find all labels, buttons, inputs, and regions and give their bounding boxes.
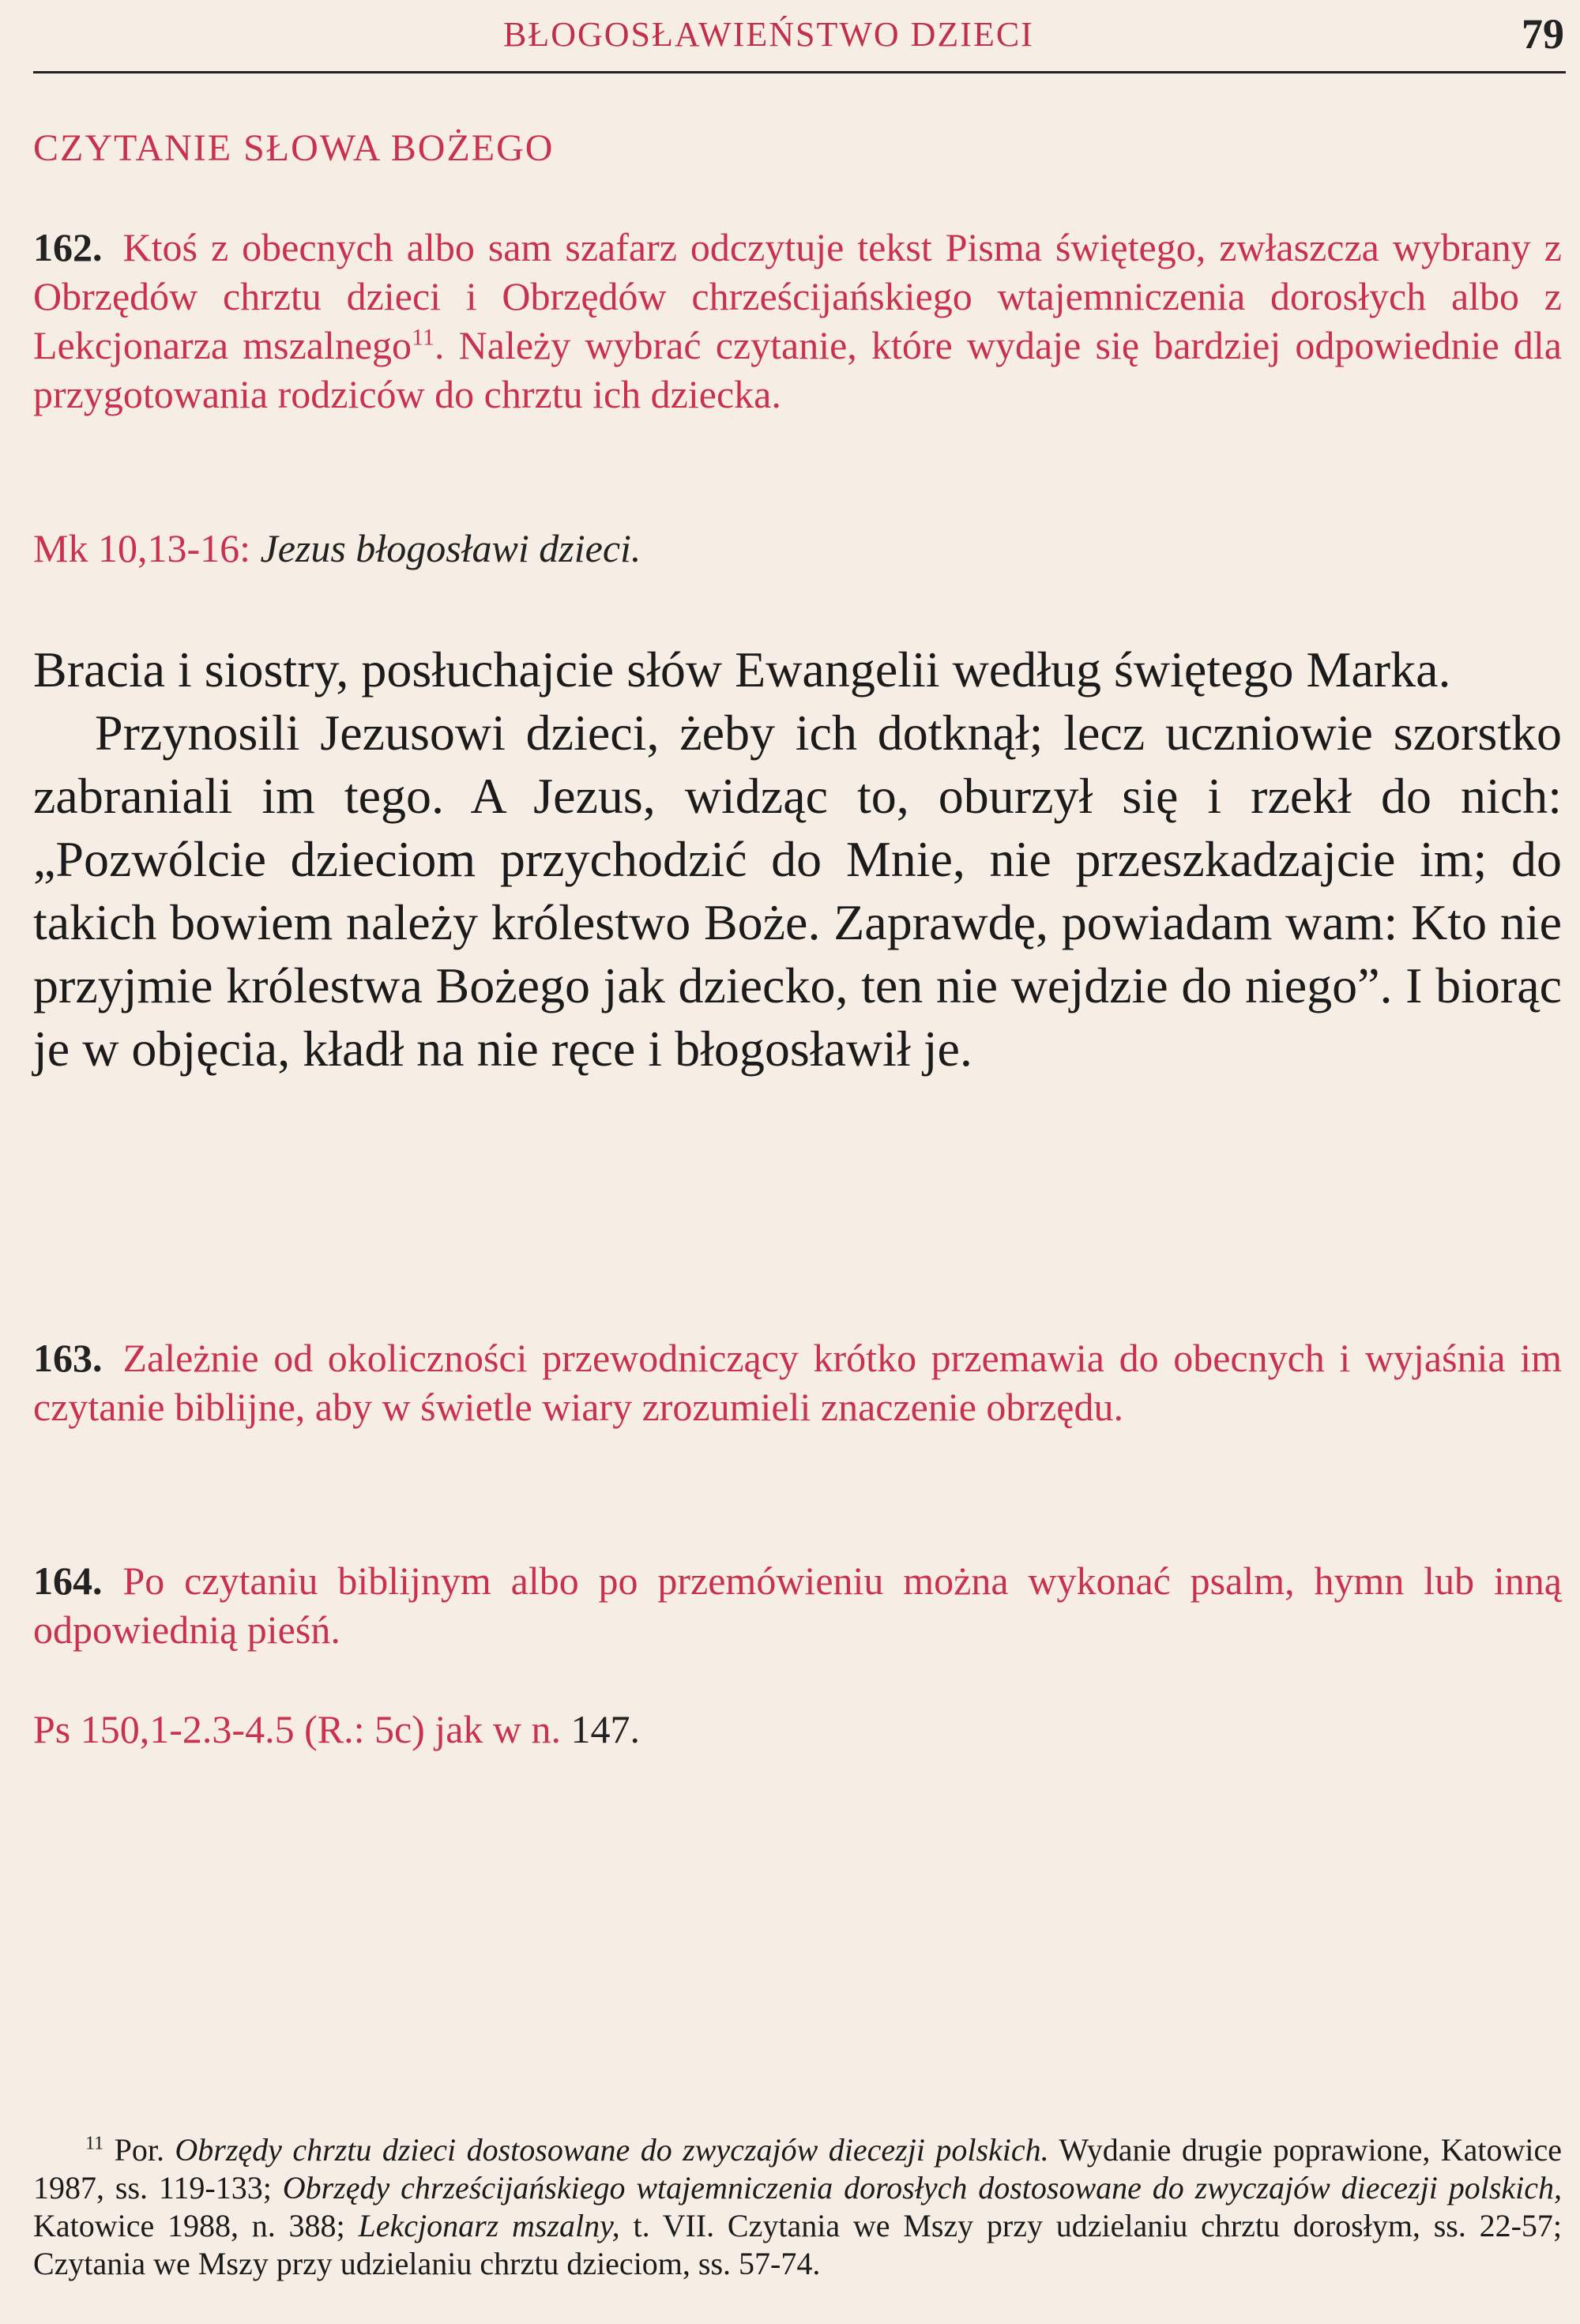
- footnote-title-3: Lekcjonarz mszalny,: [358, 2208, 620, 2243]
- paragraph-164: [33, 1556, 1562, 1654]
- reading-text: Przynosili Jezusowi dzieci, żeby ich dotknął; lecz uczniowie szorstko zabraniali im tego. A Jezus, widząc to, oburzył się i rzekł do nich: „Pozwólcie dzieciom przychodzić do Mnie, nie przeszkadzajcie im; do takich bowiem należy królestwo Boże. Zaprawdę, powiadam wam: Kto nie przyjmie królestwa Bożego jak dziecko, ten nie wejdzie do niego”. I biorąc je w objęcia, kładł na nie ręce i błogosławił je.: [33, 705, 1562, 1077]
- paragraph-163: [33, 1333, 1562, 1431]
- footnote-text-1: Wydanie drugie poprawione, Katowice 1987, ss. 119-133;: [33, 2132, 1563, 2206]
- reading-intro: Bracia i siostry, posłuchajcie słów Ewangelii według świętego Marka.: [33, 641, 1451, 698]
- paragraph-text: Po czytaniu biblijnym albo po przemówieniu można wykonać psalm, hymn lub inną odpowiednią pieśń.: [33, 1559, 1562, 1652]
- footnote-reference: 11: [412, 324, 434, 351]
- section-title: CZYTANIE SŁOWA BOŻEGO: [33, 127, 555, 169]
- gospel-reading: [33, 638, 1562, 1081]
- reading-citation: Mk 10,13-16:: [33, 526, 250, 570]
- psalm-citation: Ps 150,1-2.3-4.5 (R.: 5c) jak w n.: [33, 1707, 561, 1751]
- paragraph-number: 164.: [33, 1559, 103, 1603]
- footnote: [33, 2131, 1562, 2283]
- paragraph-text: Ktoś z obecnych albo sam szafarz odczytuje tekst Pisma świętego, zwłaszcza wybrany z Obrzędów chrztu dzieci i Obrzędów chrześcijańskiego wtajemniczenia dorosłych albo z Lekcjonarza mszalnego: [33, 225, 1562, 367]
- running-title: BŁOGOSŁAWIEŃSTWO DZIECI: [503, 15, 1034, 54]
- footnote-mark: 11: [85, 2133, 104, 2154]
- footnote-title-2: Obrzędy chrześcijańskiego wtajemniczenia dorosłych dostosowane do zwyczajów diecezji polskich,: [282, 2170, 1562, 2206]
- paragraph-number: 162.: [33, 225, 103, 269]
- paragraph-text-continued: . Należy wybrać czytanie, które wydaje się bardziej odpowiednie dla przygotowania rodziców do chrztu ich dziecka.: [33, 323, 1562, 416]
- paragraph-162: [33, 223, 1562, 419]
- footnote-title-1: Obrzędy chrztu dzieci dostosowane do zwyczajów diecezji polskich.: [175, 2132, 1049, 2168]
- reading-reference: [33, 525, 641, 571]
- cross-reference-number: 147.: [570, 1707, 640, 1751]
- reading-title: Jezus błogosławi dzieci.: [260, 526, 641, 570]
- footnote-por: Por.: [114, 2132, 164, 2168]
- paragraph-number: 163.: [33, 1336, 103, 1380]
- footnote-text-2: Katowice 1988, n. 388;: [33, 2208, 345, 2243]
- paragraph-text: Zależnie od okoliczności przewodniczący krótko przemawia do obecnych i wyjaśnia im czytanie biblijne, aby w świetle wiary zrozumieli znaczenie obrzędu.: [33, 1336, 1562, 1429]
- page-number: 79: [1522, 10, 1564, 58]
- psalm-reference: [33, 1706, 640, 1752]
- page-header: [33, 8, 1566, 73]
- footnote-text-3: t. VII. Czytania we Mszy przy udzielaniu chrztu dorosłym, ss. 22-57; Czytania we Mszy przy udzielaniu chrztu dzieciom, ss. 57-74.: [33, 2208, 1563, 2281]
